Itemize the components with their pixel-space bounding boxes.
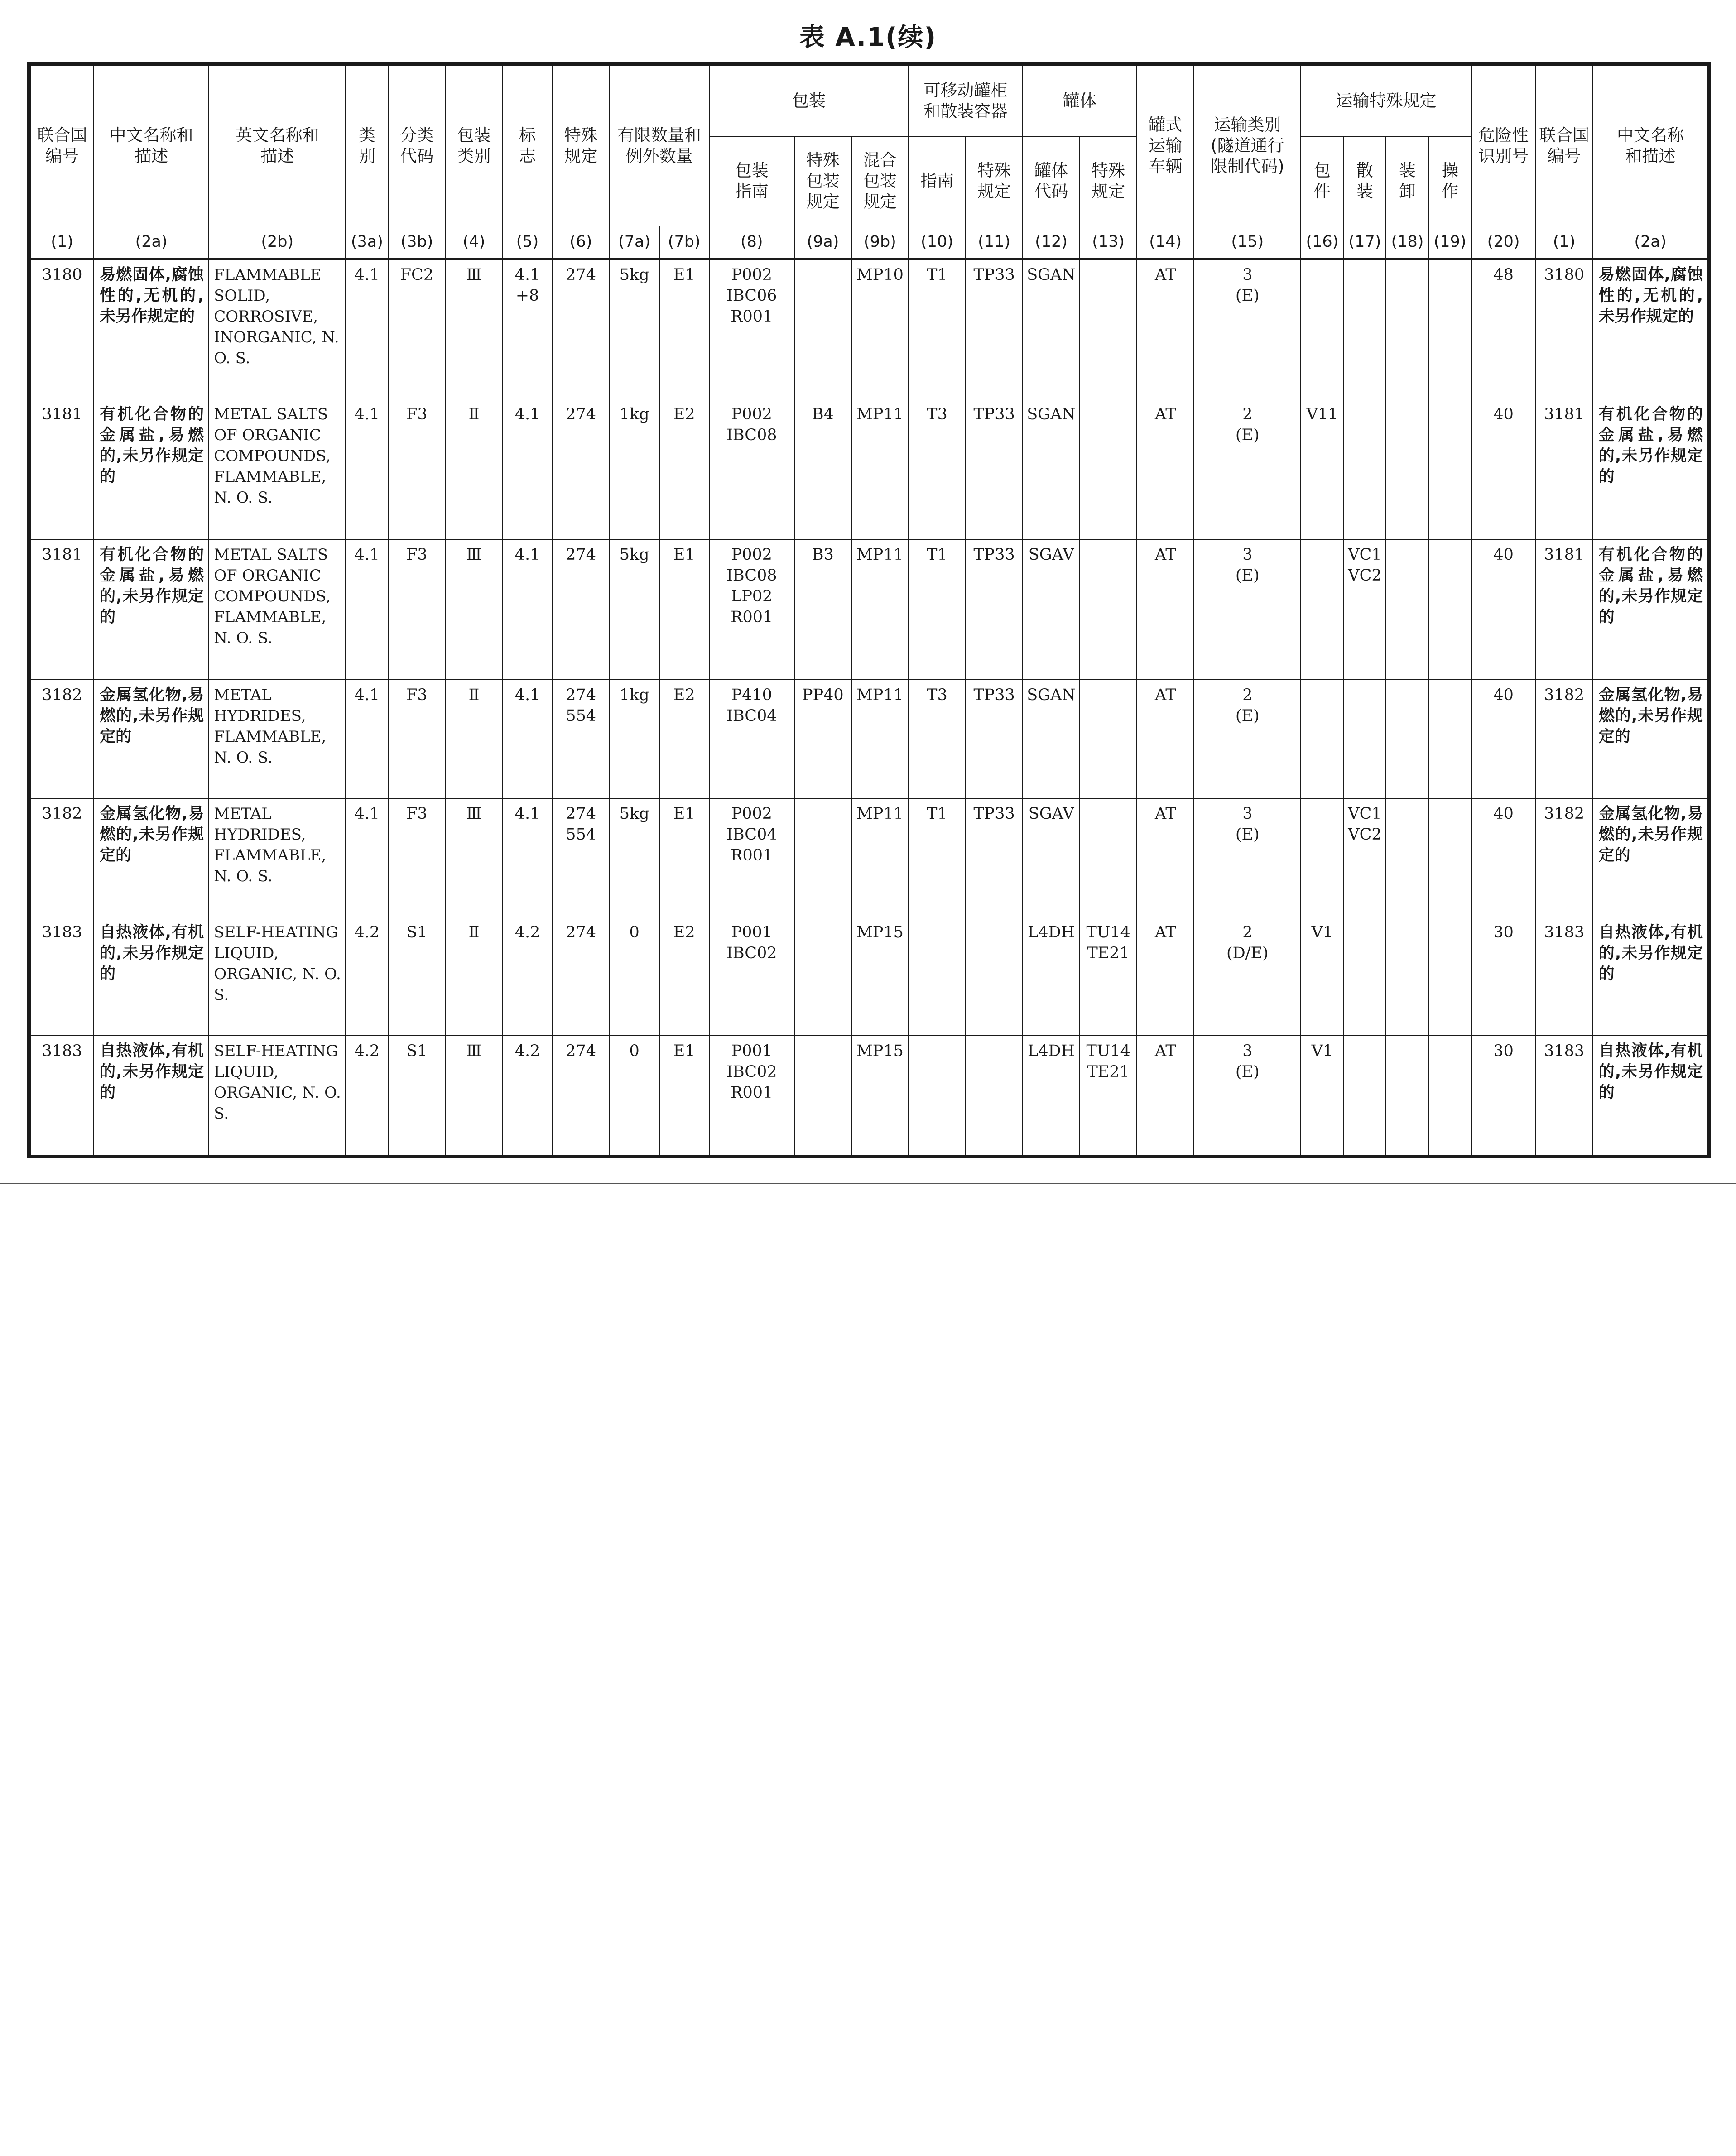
column-number: (6) — [553, 226, 610, 259]
table-cell: S1 — [388, 1036, 445, 1155]
table-cell — [966, 1036, 1023, 1155]
table-cell: 3180 — [1536, 259, 1593, 399]
table-cell: 自热液体,有机的,未另作规定的 — [1593, 917, 1708, 1036]
table-cell — [794, 917, 851, 1036]
table-cell: Ⅲ — [445, 798, 502, 917]
table-cell — [794, 259, 851, 399]
table-cell: AT — [1137, 539, 1194, 680]
table-cell: Ⅱ — [445, 680, 502, 798]
table-cell: 3180 — [30, 259, 94, 399]
table-cell: 3182 — [30, 798, 94, 917]
table-cell: E1 — [659, 1036, 709, 1155]
table-cell: 3 (E) — [1194, 798, 1301, 917]
column-number: (16) — [1301, 226, 1343, 259]
group-header-transport-special: 运输特殊规定 — [1301, 66, 1471, 136]
col-header-special-provisions: 特殊 规定 — [553, 66, 610, 226]
table-cell: 4.1 +8 — [503, 259, 553, 399]
table-cell: V1 — [1301, 1036, 1343, 1155]
table-cell: TP33 — [966, 680, 1023, 798]
table-cell: VC1 VC2 — [1343, 539, 1386, 680]
column-number-row — [30, 226, 1708, 259]
table-cell: AT — [1137, 917, 1194, 1036]
table-cell: FLAMMABLE SOLID, CORROSIVE, INORGANIC, N. O. S. — [209, 259, 346, 399]
table-cell: 4.1 — [346, 680, 388, 798]
table-cell: P002 IBC08 LP02 R001 — [709, 539, 794, 680]
table-cell: 金属氢化物,易燃的,未另作规定的 — [94, 680, 209, 798]
table-cell: 3181 — [1536, 539, 1593, 680]
col-header-tank-special: 特殊 规定 — [1080, 136, 1137, 226]
table-cell — [1080, 680, 1137, 798]
col-header-name-zh-repeat: 中文名称 和描述 — [1593, 66, 1708, 226]
table-cell: 4.1 — [503, 539, 553, 680]
table-cell: TP33 — [966, 539, 1023, 680]
column-number: (2a) — [94, 226, 209, 259]
col-header-tank-code: 罐体 代码 — [1023, 136, 1080, 226]
table-cell: 自热液体,有机的,未另作规定的 — [94, 917, 209, 1036]
table-cell: SELF-HEATING LIQUID, ORGANIC, N. O. S. — [209, 1036, 346, 1155]
col-header-special-packing: 特殊 包装 规定 — [794, 136, 851, 226]
column-number: (9a) — [794, 226, 851, 259]
table-row — [30, 259, 1708, 399]
table-cell: FC2 — [388, 259, 445, 399]
table-cell: P002 IBC08 — [709, 399, 794, 539]
table-cell: TP33 — [966, 259, 1023, 399]
table-cell: 30 — [1472, 917, 1536, 1036]
column-number: (1) — [30, 226, 94, 259]
table-cell: 0 — [610, 917, 659, 1036]
column-number: (17) — [1343, 226, 1386, 259]
table-cell: 274 — [553, 399, 610, 539]
table-cell — [1080, 399, 1137, 539]
table-cell: E2 — [659, 680, 709, 798]
table-cell: B4 — [794, 399, 851, 539]
table-cell: 易燃固体,腐蚀性的,无机的,未另作规定的 — [94, 259, 209, 399]
table-cell — [1429, 1036, 1472, 1155]
table-cell: 3 (E) — [1194, 259, 1301, 399]
col-header-name-zh: 中文名称和 描述 — [94, 66, 209, 226]
table-cell: METAL SALTS OF ORGANIC COMPOUNDS, FLAMMABLE, N. O. S. — [209, 539, 346, 680]
table-cell: MP11 — [851, 399, 909, 539]
column-number: (3a) — [346, 226, 388, 259]
table-cell: 4.1 — [346, 539, 388, 680]
table-cell: 4.1 — [346, 259, 388, 399]
header-row-top — [30, 66, 1708, 136]
table-cell — [1429, 798, 1472, 917]
table-cell: 有机化合物的金属盐,易燃的,未另作规定的 — [1593, 399, 1708, 539]
table-cell: 3183 — [1536, 917, 1593, 1036]
table-cell — [1301, 798, 1343, 917]
table-cell: AT — [1137, 399, 1194, 539]
table-cell — [1429, 539, 1472, 680]
column-number: (14) — [1137, 226, 1194, 259]
table-cell: P002 IBC06 R001 — [709, 259, 794, 399]
table-cell: Ⅱ — [445, 399, 502, 539]
table-cell — [1429, 680, 1472, 798]
table-cell: 4.1 — [503, 798, 553, 917]
table-cell — [909, 917, 966, 1036]
col-header-tank-vehicle: 罐式 运输 车辆 — [1137, 66, 1194, 226]
table-cell: 2 (E) — [1194, 680, 1301, 798]
table-cell: SGAV — [1023, 539, 1080, 680]
col-header-class: 类 别 — [346, 66, 388, 226]
table-cell: E1 — [659, 259, 709, 399]
table-cell — [1386, 259, 1428, 399]
table-cell — [1301, 539, 1343, 680]
table-cell: Ⅱ — [445, 917, 502, 1036]
table-cell: 3183 — [30, 1036, 94, 1155]
table-cell: METAL HYDRIDES, FLAMMABLE, N. O. S. — [209, 680, 346, 798]
column-number: (15) — [1194, 226, 1301, 259]
table-cell: TU14 TE21 — [1080, 917, 1137, 1036]
table-cell: SGAN — [1023, 259, 1080, 399]
page-title: 表 A.1(续) — [799, 23, 937, 52]
column-number: (7a) — [610, 226, 659, 259]
column-number: (19) — [1429, 226, 1472, 259]
table-cell — [966, 917, 1023, 1036]
table-cell: 1kg — [610, 680, 659, 798]
table-cell: 4.1 — [346, 399, 388, 539]
table-cell: TP33 — [966, 399, 1023, 539]
table-cell: P002 IBC04 R001 — [709, 798, 794, 917]
table-cell: T3 — [909, 680, 966, 798]
table-cell — [1386, 399, 1428, 539]
table-cell: METAL HYDRIDES, FLAMMABLE, N. O. S. — [209, 798, 346, 917]
table-cell: 3182 — [1536, 798, 1593, 917]
table-cell: B3 — [794, 539, 851, 680]
table-cell: AT — [1137, 1036, 1194, 1155]
col-header-ts-operation: 操 作 — [1429, 136, 1472, 226]
column-number: (20) — [1472, 226, 1536, 259]
table-cell: 274 — [553, 1036, 610, 1155]
table-cell: 5kg — [610, 539, 659, 680]
col-header-pt-special: 特殊 规定 — [966, 136, 1023, 226]
table-cell — [1386, 917, 1428, 1036]
table-cell — [1386, 680, 1428, 798]
table-cell — [1429, 917, 1472, 1036]
column-number: (8) — [709, 226, 794, 259]
table-cell — [1386, 798, 1428, 917]
table-cell — [1386, 1036, 1428, 1155]
table-row — [30, 1036, 1708, 1155]
table-cell: 有机化合物的金属盐,易燃的,未另作规定的 — [1593, 539, 1708, 680]
dangerous-goods-table — [27, 62, 1711, 1158]
table-cell: MP11 — [851, 680, 909, 798]
table-cell — [1301, 680, 1343, 798]
table-cell: 274 554 — [553, 798, 610, 917]
table-cell — [794, 1036, 851, 1155]
table-cell: T1 — [909, 798, 966, 917]
table-cell: T3 — [909, 399, 966, 539]
table-cell: 2 (E) — [1194, 399, 1301, 539]
table-cell: T1 — [909, 539, 966, 680]
table-cell: 4.2 — [503, 917, 553, 1036]
table-cell: MP11 — [851, 539, 909, 680]
table-cell: 金属氢化物,易燃的,未另作规定的 — [1593, 680, 1708, 798]
column-number: (18) — [1386, 226, 1428, 259]
table-cell: 30 — [1472, 1036, 1536, 1155]
table-cell: 3181 — [30, 539, 94, 680]
column-number: (4) — [445, 226, 502, 259]
table-cell: 4.1 — [503, 399, 553, 539]
table-cell: P001 IBC02 R001 — [709, 1036, 794, 1155]
table-cell: 40 — [1472, 399, 1536, 539]
column-number: (1) — [1536, 226, 1593, 259]
table-cell: 金属氢化物,易燃的,未另作规定的 — [94, 798, 209, 917]
table-cell: F3 — [388, 539, 445, 680]
table-cell: 274 554 — [553, 680, 610, 798]
column-number: (3b) — [388, 226, 445, 259]
table-cell: V11 — [1301, 399, 1343, 539]
table-cell: PP40 — [794, 680, 851, 798]
table-cell — [1080, 539, 1137, 680]
column-number: (2a) — [1593, 226, 1708, 259]
table-cell: 4.1 — [346, 798, 388, 917]
table-cell: F3 — [388, 399, 445, 539]
table-cell: 274 — [553, 917, 610, 1036]
table-cell: MP15 — [851, 1036, 909, 1155]
group-header-portable-tanks: 可移动罐柜 和散装容器 — [909, 66, 1023, 136]
col-header-packing-group: 包装 类别 — [445, 66, 502, 226]
col-header-pt-instruction: 指南 — [909, 136, 966, 226]
table-cell: E2 — [659, 399, 709, 539]
table-cell: AT — [1137, 259, 1194, 399]
table-cell: 3 (E) — [1194, 1036, 1301, 1155]
col-header-hazard-id: 危险性 识别号 — [1472, 66, 1536, 226]
table-cell: 3 (E) — [1194, 539, 1301, 680]
table-cell: SGAN — [1023, 680, 1080, 798]
table-cell — [1343, 399, 1386, 539]
table-cell: AT — [1137, 798, 1194, 917]
table-cell: 48 — [1472, 259, 1536, 399]
table-cell: S1 — [388, 917, 445, 1036]
group-header-packaging: 包装 — [709, 66, 909, 136]
col-header-ts-loading: 装 卸 — [1386, 136, 1428, 226]
table-cell: 3183 — [30, 917, 94, 1036]
table-cell: 4.2 — [346, 917, 388, 1036]
table-cell: E1 — [659, 798, 709, 917]
table-cell: 3181 — [30, 399, 94, 539]
column-number: (13) — [1080, 226, 1137, 259]
table-cell: 3182 — [30, 680, 94, 798]
table-cell — [1301, 259, 1343, 399]
table-cell: 有机化合物的金属盐,易燃的,未另作规定的 — [94, 399, 209, 539]
table-cell — [1343, 1036, 1386, 1155]
table-cell — [1429, 399, 1472, 539]
table-cell: P001 IBC02 — [709, 917, 794, 1036]
table-cell — [1080, 259, 1137, 399]
table-cell: 金属氢化物,易燃的,未另作规定的 — [1593, 798, 1708, 917]
table-cell: VC1 VC2 — [1343, 798, 1386, 917]
table-cell: Ⅲ — [445, 259, 502, 399]
table-cell: 4.2 — [503, 1036, 553, 1155]
table-cell — [1343, 680, 1386, 798]
table-body — [30, 259, 1708, 1155]
table-cell: E2 — [659, 917, 709, 1036]
table-cell: SGAN — [1023, 399, 1080, 539]
column-number: (10) — [909, 226, 966, 259]
table-cell: 40 — [1472, 539, 1536, 680]
table-cell: MP11 — [851, 798, 909, 917]
table-cell: 40 — [1472, 798, 1536, 917]
table-cell: SELF-HEATING LIQUID, ORGANIC, N. O. S. — [209, 917, 346, 1036]
table-cell: 40 — [1472, 680, 1536, 798]
col-header-mixed-packing: 混合 包装 规定 — [851, 136, 909, 226]
col-header-class-code: 分类 代码 — [388, 66, 445, 226]
col-header-limited-qty: 有限数量和 例外数量 — [610, 66, 709, 226]
table-cell — [1429, 259, 1472, 399]
table-cell: MP10 — [851, 259, 909, 399]
table-cell: TP33 — [966, 798, 1023, 917]
table-cell — [1386, 539, 1428, 680]
table-cell: SGAV — [1023, 798, 1080, 917]
table-cell: Ⅲ — [445, 1036, 502, 1155]
table-row — [30, 917, 1708, 1036]
table-cell: 274 — [553, 539, 610, 680]
col-header-ts-bulk: 散 装 — [1343, 136, 1386, 226]
table-cell: T1 — [909, 259, 966, 399]
table-cell: 易燃固体,腐蚀性的,无机的,未另作规定的 — [1593, 259, 1708, 399]
table-cell: F3 — [388, 798, 445, 917]
page-bottom-rule — [0, 1183, 1736, 1184]
table-cell: E1 — [659, 539, 709, 680]
table-cell: 自热液体,有机的,未另作规定的 — [1593, 1036, 1708, 1155]
table-cell: 3181 — [1536, 399, 1593, 539]
table-cell: 5kg — [610, 798, 659, 917]
table-cell: 0 — [610, 1036, 659, 1155]
table-cell: 自热液体,有机的,未另作规定的 — [94, 1036, 209, 1155]
column-number: (12) — [1023, 226, 1080, 259]
table-row — [30, 680, 1708, 798]
table-cell: F3 — [388, 680, 445, 798]
table-cell: 274 — [553, 259, 610, 399]
table-cell — [1343, 917, 1386, 1036]
column-number: (2b) — [209, 226, 346, 259]
table-cell: AT — [1137, 680, 1194, 798]
group-header-tank: 罐体 — [1023, 66, 1137, 136]
column-number: (9b) — [851, 226, 909, 259]
table-cell: 4.1 — [503, 680, 553, 798]
column-number: (7b) — [659, 226, 709, 259]
table-cell: 1kg — [610, 399, 659, 539]
col-header-ts-packages: 包 件 — [1301, 136, 1343, 226]
table-cell: 5kg — [610, 259, 659, 399]
table-cell: L4DH — [1023, 1036, 1080, 1155]
col-header-packing-instruction: 包装 指南 — [709, 136, 794, 226]
table-cell: 3182 — [1536, 680, 1593, 798]
table-cell: P410 IBC04 — [709, 680, 794, 798]
table-cell: L4DH — [1023, 917, 1080, 1036]
col-header-un-no-repeat: 联合国 编号 — [1536, 66, 1593, 226]
column-number: (5) — [503, 226, 553, 259]
table-cell: 3183 — [1536, 1036, 1593, 1155]
table-cell — [1080, 798, 1137, 917]
table-cell — [794, 798, 851, 917]
table-row — [30, 539, 1708, 680]
col-header-un-no: 联合国 编号 — [30, 66, 94, 226]
column-number: (11) — [966, 226, 1023, 259]
table-cell: TU14 TE21 — [1080, 1036, 1137, 1155]
table-cell — [909, 1036, 966, 1155]
table-cell — [1343, 259, 1386, 399]
table-cell: Ⅲ — [445, 539, 502, 680]
table-cell: 2 (D/E) — [1194, 917, 1301, 1036]
table-cell: 有机化合物的金属盐,易燃的,未另作规定的 — [94, 539, 209, 680]
col-header-transport-category: 运输类别 (隧道通行 限制代码) — [1194, 66, 1301, 226]
table-row — [30, 399, 1708, 539]
col-header-name-en: 英文名称和 描述 — [209, 66, 346, 226]
col-header-labels: 标 志 — [503, 66, 553, 226]
table-cell: V1 — [1301, 917, 1343, 1036]
table-cell: METAL SALTS OF ORGANIC COMPOUNDS, FLAMMABLE, N. O. S. — [209, 399, 346, 539]
table-row — [30, 798, 1708, 917]
table-cell: MP15 — [851, 917, 909, 1036]
table-cell: 4.2 — [346, 1036, 388, 1155]
